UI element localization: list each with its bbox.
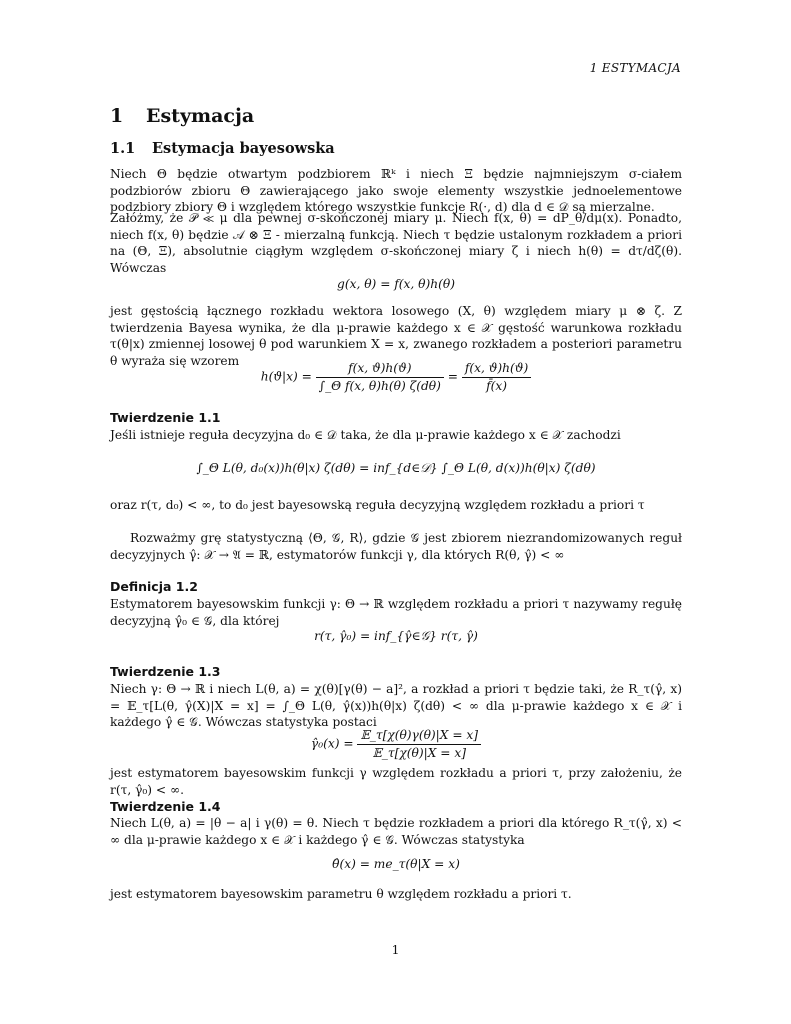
posterior-numerator-2: f(x, ϑ)h(ϑ) xyxy=(462,360,531,378)
theorem-1-1-heading: Twierdzenie 1.1 xyxy=(110,410,221,425)
theorem-1-3-heading: Twierdzenie 1.3 xyxy=(110,664,221,679)
estimator-numerator: 𝔼_τ[χ(θ)γ(θ)|X = x] xyxy=(357,727,481,745)
estimator-lhs: γ̂₀(x) = xyxy=(310,736,354,751)
posterior-lhs: h(ϑ|x) = xyxy=(260,369,312,384)
paragraph-intro: Niech Θ będzie otwartym podzbiorem ℝᵏ i niech Ξ będzie najmniejszym σ-ciałem podzbiorów zbioru Θ zawierającego jako swoje elementy wszystkie jednoelementowe podzbiory zbiory Θ i względem którego wszystkie funkcje R(·, d) dla d ∈ 𝒟 są mierzalne. xyxy=(110,167,682,215)
paragraph-bayes: jest gęstością łącznego rozkładu wektora losowego (X, θ) względem miary μ ⊗ ζ. Z twierdzenia Bayesa wynika, że dla μ-prawie każdego x ∈ 𝒳 gęstość warunkowa rozkładu τ(θ|x) zmiennej losowej θ pod warunkiem X = x, zwanego rozkładem a posteriori parametru θ wyraża się wzorem xyxy=(110,304,682,368)
theorem-1-4-conclusion: jest estymatorem bayesowskim parametru θ względem rozkładu a priori τ. xyxy=(110,887,572,901)
equation-joint-density: g(x, θ) = f(x, θ)h(θ) xyxy=(337,277,455,291)
section-number: 1 xyxy=(110,105,124,127)
section-heading xyxy=(110,104,682,128)
definition-1-2-equation: r(τ, γ̂₀) = inf_{γ̂∈𝒢} r(τ, γ̂) xyxy=(314,629,478,643)
paragraph-assumptions: Załóżmy, że 𝒫 ≪ μ dla pewnej σ-skończonej miary μ. Niech f(x, θ) = dP_θ/dμ(x). Ponadto, niech f(x, θ) będzie 𝒜 ⊗ Ξ - mierzalną funkcją. Niech τ będzie ustalonym rozkładem a priori na (Θ, Ξ), absolutnie ciągłym względem σ-skończonej miary ζ i niech h(θ) = dτ/dζ(θ). Wówczas xyxy=(110,211,682,275)
posterior-fraction-1 xyxy=(316,360,444,394)
subsection-title: Estymacja bayesowska xyxy=(152,140,335,157)
theorem-1-1-equation: ∫_Θ L(θ, d₀(x))h(θ|x) ζ(dθ) = inf_{d∈𝒟} ∫_Θ L(θ, d(x))h(θ|x) ζ(dθ) xyxy=(196,461,596,475)
theorem-1-1-text: Jeśli istnieje reguła decyzyjna d₀ ∈ 𝒟 taka, że dla μ-prawie każdego x ∈ 𝒳 zachodzi xyxy=(110,428,621,442)
theorem-1-3-conclusion: jest estymatorem bayesowskim funkcji γ względem rozkładu a priori τ, przy założeniu, że r(τ, γ̂₀) < ∞. xyxy=(110,766,682,797)
theorem-1-4-heading: Twierdzenie 1.4 xyxy=(110,799,221,814)
posterior-denominator-1: ∫_Θ f(x, θ)h(θ) ζ(dθ) xyxy=(318,378,441,393)
theorem-1-3-text: Niech γ: Θ → ℝ i niech L(θ, a) = χ(θ)[γ(θ) − a]², a rozkład a priori τ będzie taki, że R_τ(γ̂, x) = 𝔼_τ[L(θ, γ̂(X)|X = x] = ∫_Θ L(θ, γ̂(x))h(θ|x) ζ(dθ) < ∞ dla μ-prawie każdego x ∈ 𝒳 i każdego γ̂ ∈ 𝒢. Wówczas statystyka postaci xyxy=(110,682,682,730)
page-number: 1 xyxy=(391,943,400,957)
posterior-denominator-2: f̄(x) xyxy=(486,378,507,393)
posterior-equals: = xyxy=(447,369,458,384)
posterior-fraction-2 xyxy=(462,360,531,394)
paragraph-statistical-game: Rozważmy grę statystyczną ⟨Θ, 𝒢, R⟩, gdzie 𝒢 jest zbiorem niezrandomizowanych reguł decyzyjnych γ̂: 𝒳 → 𝔄 = ℝ, estymatorów funkcji γ, dla których R(θ, γ̂) < ∞ xyxy=(110,531,682,562)
theorem-1-4-equation: θ̂(x) = me_τ(θ|X = x) xyxy=(332,857,460,871)
theorem-1-4-text: Niech L(θ, a) = |θ − a| i γ(θ) = θ. Niech τ będzie rozkładem a priori dla którego R_τ(γ̂, x) < ∞ dla μ-prawie każdego x ∈ 𝒳 i każdego γ̂ ∈ 𝒢. Wówczas statystyka xyxy=(110,816,682,847)
definition-1-2-heading: Definicja 1.2 xyxy=(110,579,198,594)
equation-posterior xyxy=(110,360,682,394)
subsection-number: 1.1 xyxy=(110,140,136,157)
theorem-1-3-equation xyxy=(110,727,682,761)
estimator-denominator: 𝔼_τ[χ(θ)|X = x] xyxy=(372,745,466,760)
estimator-fraction xyxy=(357,727,481,761)
theorem-1-1-conclusion: oraz r(τ, d₀) < ∞, to d₀ jest bayesowską reguła decyzyjną względem rozkładu a priori τ xyxy=(110,498,645,512)
definition-1-2-text: Estymatorem bayesowskim funkcji γ: Θ → ℝ względem rozkładu a priori τ nazywamy regułę decyzyjną γ̂₀ ∈ 𝒢, dla której xyxy=(110,597,682,628)
running-head: 1 ESTYMACJA xyxy=(589,61,681,75)
posterior-numerator-1: f(x, ϑ)h(ϑ) xyxy=(316,360,444,378)
subsection-heading xyxy=(110,140,682,158)
section-title: Estymacja xyxy=(146,105,255,127)
